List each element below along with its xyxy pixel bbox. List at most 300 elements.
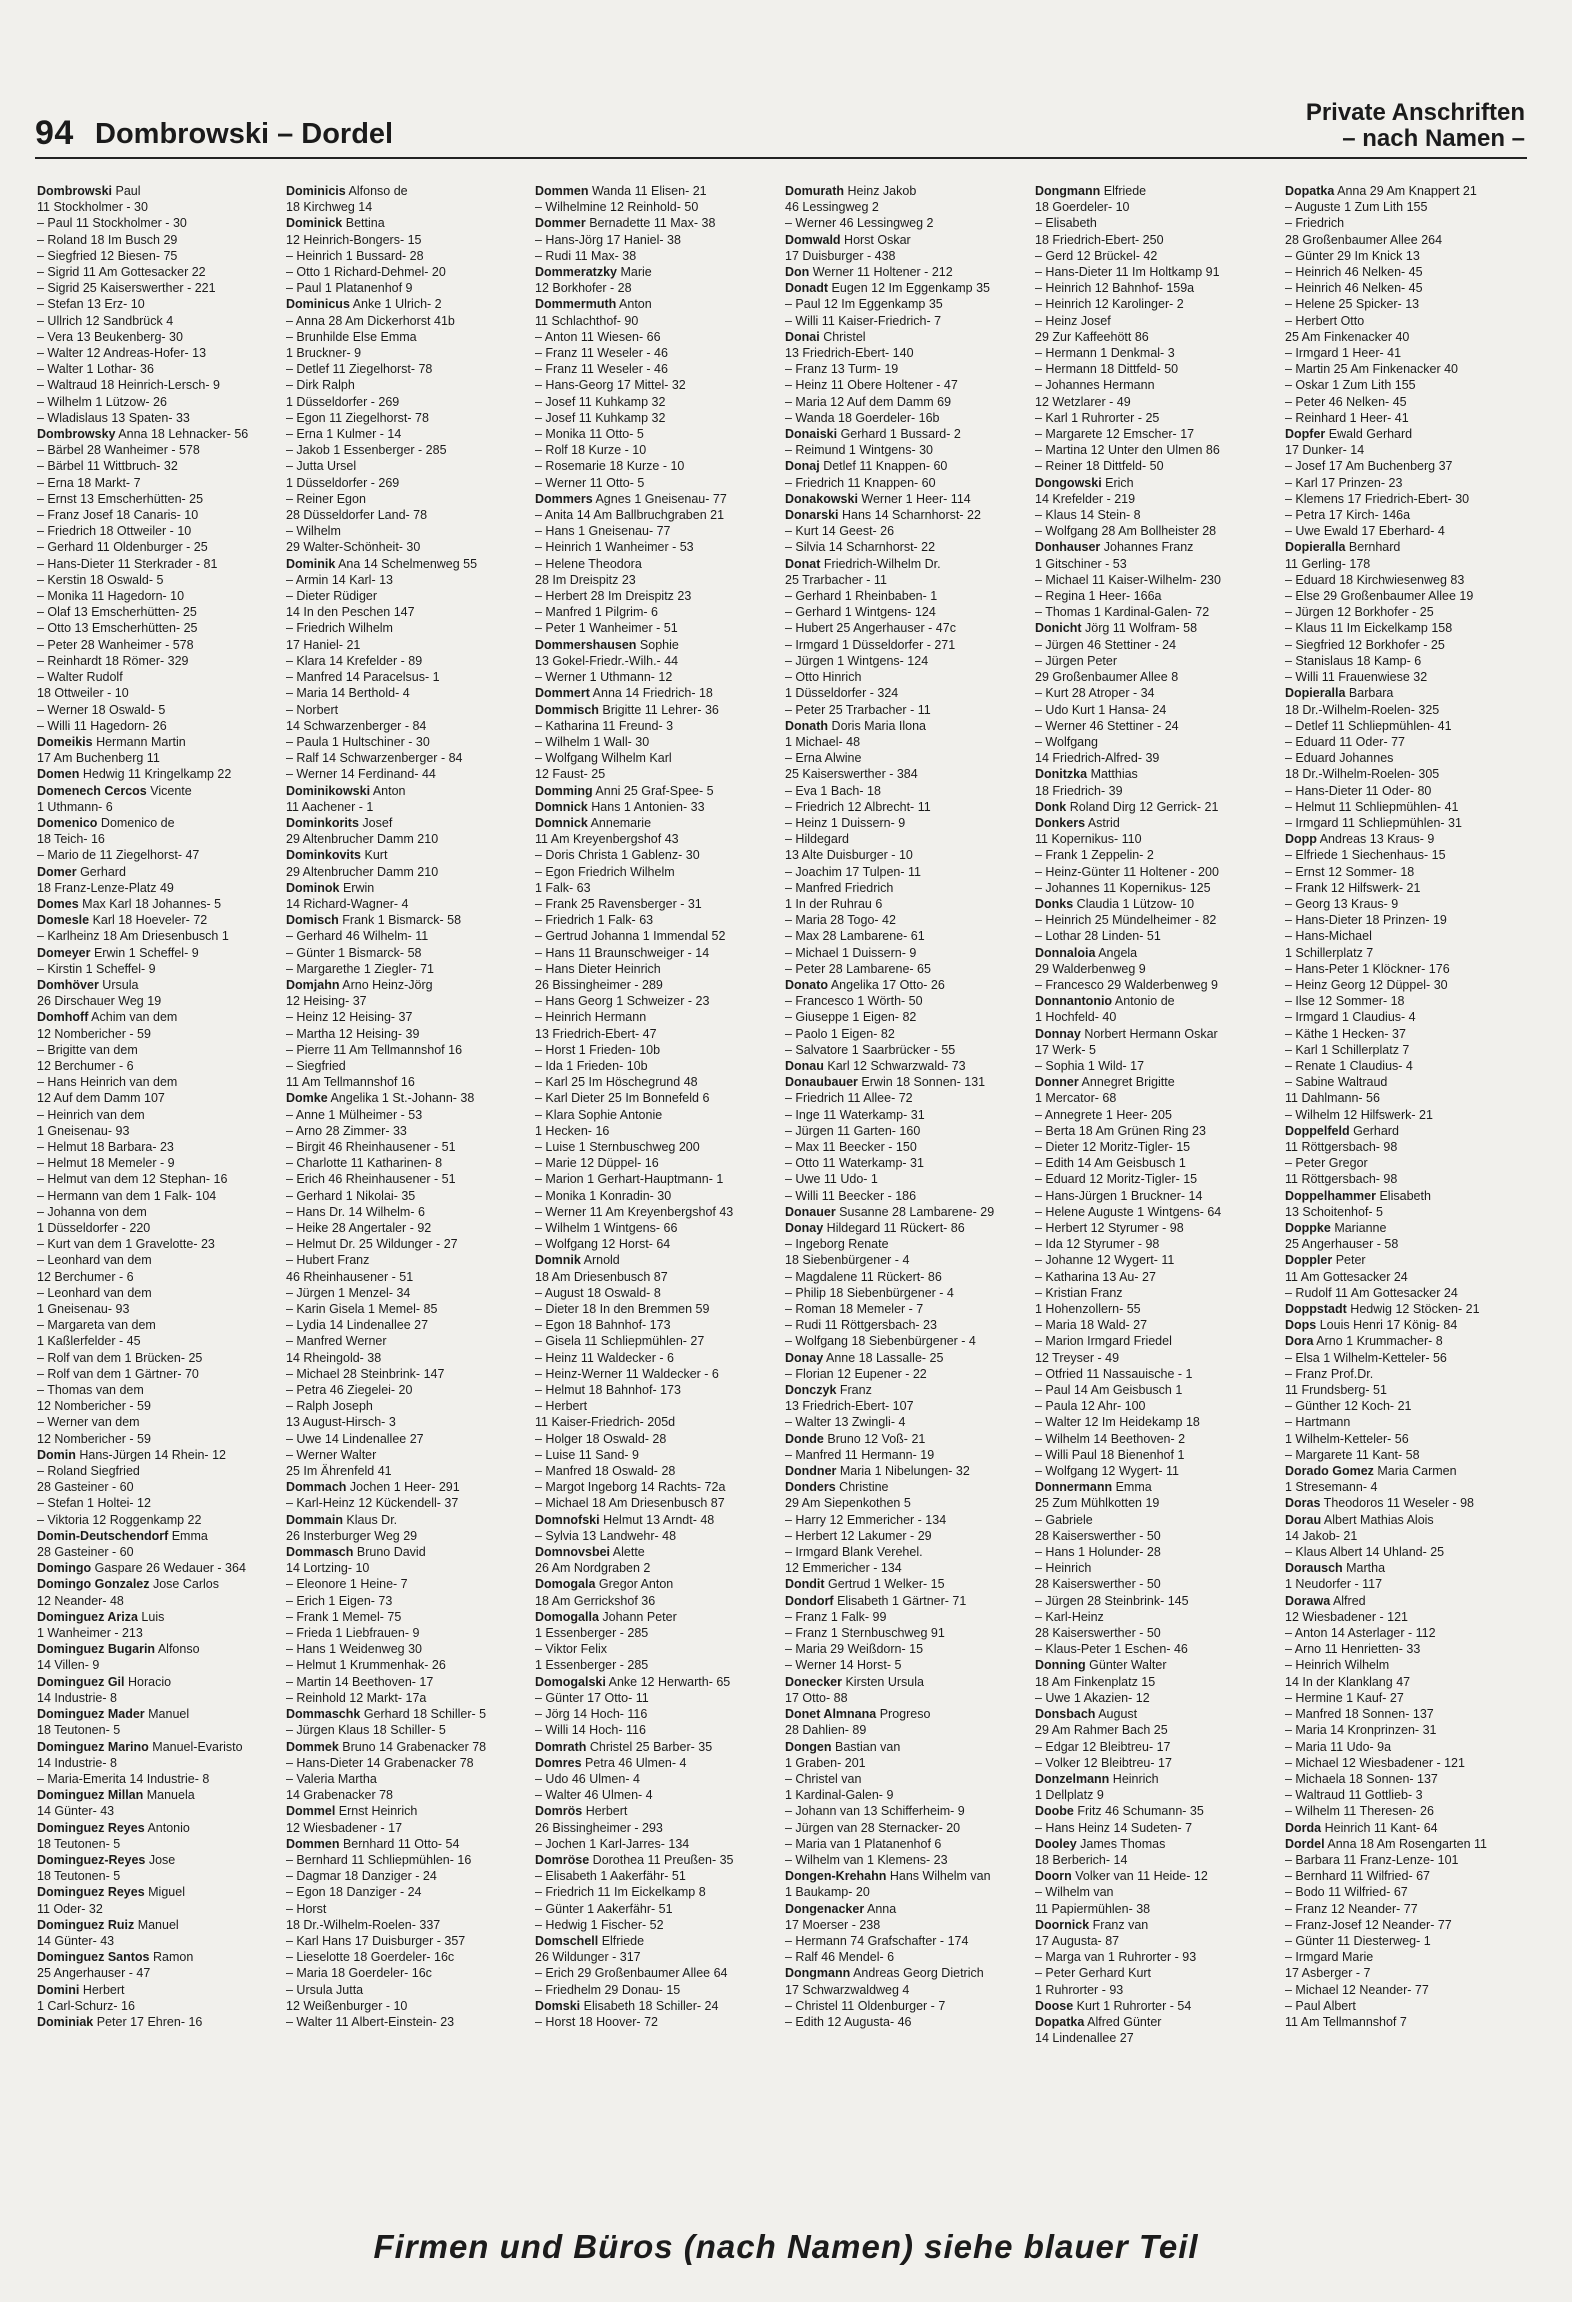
directory-entry [1285,199,1528,215]
directory-entry [37,1042,280,1058]
directory-entry [535,426,778,442]
directory-entry [535,1107,778,1123]
entry-details: – Ursula Jutta [286,1982,364,1997]
entry-details: Anna [864,1901,897,1916]
entry-details: – Wolfgang 12 Wygert- 11 [1035,1464,1179,1479]
directory-entry [286,1398,529,1414]
entry-details: Annemarie [587,815,652,830]
entry-surname: Dominikowski [286,783,371,798]
entry-details: – Egon Friedrich Wilhelm [535,864,675,879]
entry-details: – Francesco 29 Walderbenweg 9 [1035,977,1218,992]
directory-entry [535,1771,778,1787]
entry-surname: Doorn [1035,1869,1072,1884]
directory-entry [1285,458,1528,474]
directory-entry [785,993,1028,1009]
entry-surname: Dombrowsky [37,427,116,442]
entry-surname: Donnermann [1035,1480,1113,1495]
entry-details: 26 Bissingheimer - 293 [535,1820,663,1835]
directory-entry [286,1220,529,1236]
directory-entry [1035,1074,1278,1090]
entry-details: – Jürgen van 28 Sternacker- 20 [785,1820,961,1835]
entry-details: – Franz Prof.Dr. [1285,1366,1374,1381]
directory-entry [535,507,778,523]
entry-details: Anna 18 Lehnacker- 56 [115,427,249,442]
entry-details: 12 Nombericher - 59 [37,1431,151,1446]
directory-entry [37,329,280,345]
entry-surname: Doras [1285,1496,1321,1511]
entry-details: – Hans 1 Weidenweg 30 [286,1642,422,1657]
directory-entry [1285,1252,1528,1268]
entry-details: – Anna 28 Am Dickerhorst 41b [286,313,455,328]
entry-details: 25 Kaiserswerther - 384 [785,767,918,782]
directory-entry [1285,313,1528,329]
entry-details: – Willi 11 Beecker - 186 [785,1188,917,1203]
directory-entry [785,199,1028,215]
entry-details: 11 Dahlmann- 56 [1285,1091,1380,1106]
entry-details: – Peter Gregor [1285,1156,1368,1171]
entry-details: – Johannes 11 Kopernikus- 125 [1035,880,1211,895]
entry-details: – Gertrud Johanna 1 Immendal 52 [535,929,726,944]
entry-details: 1 Dellplatz 9 [1035,1788,1104,1803]
entry-details: Dorothea 11 Preußen- 35 [589,1852,734,1867]
directory-entry [1285,1220,1528,1236]
directory-entry [535,248,778,264]
entry-surname: Domnick [535,799,588,814]
directory-entry [785,1820,1028,1836]
directory-entry [535,588,778,604]
entry-surname: Donath [785,718,829,733]
entry-details: – Margarethe 1 Ziegler- 71 [286,961,434,976]
entry-details: – Elisabeth 1 Aakerfähr- 51 [535,1869,686,1884]
entry-details: – Maria-Emerita 14 Industrie- 8 [37,1771,210,1786]
directory-entry [1285,912,1528,928]
entry-details: – Jochen 1 Karl-Jarres- 134 [535,1836,690,1851]
directory-entry [785,248,1028,264]
entry-details: – Hans-Dieter 11 Sterkrader - 81 [37,556,218,571]
entry-surname: Domhöver [37,977,99,992]
entry-details: 18 Siebenbürgener - 4 [785,1253,910,1268]
entry-details: 29 Walderbenweg 9 [1035,961,1146,976]
directory-entry [1285,1755,1528,1771]
entry-details: 1 Essenberger - 285 [535,1626,649,1641]
directory-entry [286,702,529,718]
entry-details: – Sigrid 11 Am Gottesacker 22 [37,265,206,280]
directory-entry [1285,1479,1528,1495]
entry-details: – Udo 46 Ulmen- 4 [535,1771,640,1786]
entry-details: Friedrich-Wilhelm Dr. [820,556,941,571]
entry-details: – Karlheinz 18 Am Driesenbusch 1 [37,929,229,944]
entry-details: – Karin Gisela 1 Memel- 85 [286,1302,438,1317]
entry-surname: Donders [785,1480,836,1495]
directory-entry [535,815,778,831]
directory-entry [535,2014,778,2030]
entry-surname: Dommert [535,686,590,701]
entry-details: – Manfred 11 Hermann- 19 [785,1447,935,1462]
directory-entry [37,1285,280,1301]
directory-entry [535,945,778,961]
directory-entry [785,1350,1028,1366]
entry-details: – Jürgen 1 Menzel- 34 [286,1285,411,1300]
entry-surname: Dopfer [1285,427,1326,442]
entry-details: – Hans 1 Holunder- 28 [1035,1545,1161,1560]
entry-surname: Dominguez Millan [37,1788,144,1803]
directory-entry [1285,1593,1528,1609]
entry-details: – Detlef 11 Schliepmühlen- 41 [1285,718,1452,733]
entry-details: – Erich 1 Eigen- 73 [286,1593,393,1608]
entry-details: – Paul 12 Im Eggenkamp 35 [785,297,943,312]
directory-entry [535,1625,778,1641]
entry-details: – Jürgen Peter [1035,653,1117,668]
directory-entry [286,1820,529,1836]
entry-details: Susanne 28 Lambarene- 29 [835,1204,995,1219]
directory-entry [286,2014,529,2030]
directory-entry [286,199,529,215]
entry-details: – Ernst 13 Emscherhütten- 25 [37,491,204,506]
entry-details: – Michael 11 Kaiser-Wilhelm- 230 [1035,572,1221,587]
entry-details: Maria 1 Nibelungen- 32 [836,1464,970,1479]
entry-details: – Hartmann [1285,1415,1351,1430]
directory-entry [1285,1722,1528,1738]
entry-details: – Paula 12 Ahr- 100 [1035,1399,1146,1414]
entry-details: – Johann van 13 Schifferheim- 9 [785,1804,965,1819]
entry-details: – Wolfgang 12 Horst- 64 [535,1237,671,1252]
entry-details: – Günter 17 Otto- 11 [535,1690,649,1705]
directory-entry [1285,1901,1528,1917]
directory-entry [37,669,280,685]
directory-entry [286,1625,529,1641]
entry-surname: Dominguez Bugarin [37,1642,156,1657]
directory-entry [1035,1026,1278,1042]
entry-details: – Jürgen Klaus 18 Schiller- 5 [286,1723,446,1738]
entry-details: 26 Wildunger - 317 [535,1950,641,1965]
entry-surname: Donk [1035,799,1067,814]
entry-details: Norbert Hermann Oskar [1080,1026,1218,1041]
directory-entry [286,864,529,880]
entry-details: – Walter 12 Andreas-Hofer- 13 [37,346,207,361]
directory-entry [535,783,778,799]
entry-details: – Hans-Dieter 11 Oder- 80 [1285,783,1432,798]
directory-entry [1035,1009,1278,1025]
entry-details: – Wanda 18 Goerdeler- 16b [785,410,940,425]
entry-details: – Heinz-Werner 11 Waldecker - 6 [535,1366,719,1381]
directory-entry [535,1917,778,1933]
entry-surname: Dops [1285,1318,1317,1333]
directory-entry [1035,296,1278,312]
entry-details: 12 Berchumer - 6 [37,1058,134,1073]
directory-entry [286,1171,529,1187]
entry-details: – Dagmar 18 Danziger - 24 [286,1869,437,1884]
directory-entry [286,1009,529,1025]
directory-entry [785,1447,1028,1463]
directory-entry [1035,264,1278,280]
entry-details: – Helmut 11 Schliepmühlen- 41 [1285,799,1459,814]
entry-details: – Josef 11 Kuhkamp 32 [535,394,666,409]
directory-entry [37,1463,280,1479]
directory-entry [37,1949,280,1965]
directory-entry [1035,783,1278,799]
entry-details: – Eduard 18 Kirchwiesenweg 83 [1285,572,1465,587]
directory-entry [1035,669,1278,685]
entry-details: – Walter 13 Zwingli- 4 [785,1415,906,1430]
directory-entry [1285,1868,1528,1884]
entry-details: – Paolo 1 Eigen- 82 [785,1026,895,1041]
entry-surname: Dorawa [1285,1593,1331,1608]
entry-surname: Donicht [1035,621,1082,636]
entry-details: – Karl Dieter 25 Im Bonnefeld 6 [535,1091,710,1106]
entry-details: – Wladislaus 13 Spaten- 33 [37,410,190,425]
directory-entry [785,977,1028,993]
entry-surname: Donner [1035,1075,1079,1090]
directory-entry [37,1431,280,1447]
entry-details: 46 Rheinhausener - 51 [286,1269,414,1284]
directory-entry [1035,1479,1278,1495]
directory-entry [785,539,1028,555]
entry-details: – Paul 1 Platanenhof 9 [286,281,413,296]
directory-entry [535,1787,778,1803]
entry-details: – Monika 11 Hagedorn- 10 [37,589,185,604]
entry-details: – Gerd 12 Brückel- 42 [1035,248,1158,263]
entry-details: – Josef 11 Kuhkamp 32 [535,410,666,425]
entry-details: 11 Aachener - 1 [286,799,374,814]
entry-details: – Klara Sophie Antonie [535,1107,663,1122]
entry-surname: Dominkorits [286,815,359,830]
directory-entry [286,556,529,572]
entry-details: – Bodo 11 Wilfried- 67 [1285,1885,1408,1900]
directory-entry [37,1625,280,1641]
directory-entry [785,475,1028,491]
directory-entry [785,604,1028,620]
entry-details: Elisabeth [1376,1188,1431,1203]
entry-details: – Stanislaus 18 Kamp- 6 [1285,653,1422,668]
entry-details: – Anton 11 Wiesen- 66 [535,329,661,344]
directory-entry [535,637,778,653]
directory-entry [286,1593,529,1609]
directory-entry [1285,1204,1528,1220]
entry-details: 46 Lessingweg 2 [785,200,879,215]
entry-details: 1 In der Ruhrau 6 [785,896,883,911]
entry-details: – Lieselotte 18 Goerdeler- 16c [286,1950,455,1965]
entry-details: 25 Im Ährenfeld 41 [286,1464,392,1479]
entry-details: – Helene Auguste 1 Wintgens- 64 [1035,1204,1222,1219]
directory-entry [286,831,529,847]
directory-entry [785,1836,1028,1852]
entry-details: – Maria 12 Auf dem Damm 69 [785,394,952,409]
entry-details: – Kurt 28 Atroper - 34 [1035,686,1155,701]
entry-details: – Heinz 1 Duissern- 9 [785,815,906,830]
entry-details: – Heinrich 12 Karolinger- 2 [1035,297,1184,312]
entry-details: – Dieter 12 Moritz-Tigler- 15 [1035,1139,1191,1154]
directory-entry [37,1901,280,1917]
directory-entry [535,475,778,491]
entry-details: Manuel-Evaristo [148,1739,243,1754]
directory-entry [535,1301,778,1317]
directory-entry [37,750,280,766]
directory-entry [37,556,280,572]
directory-entry [37,1690,280,1706]
entry-details: – Egon 18 Danziger - 24 [286,1885,422,1900]
directory-entry [785,1901,1028,1917]
entry-details: – Wilhelm van 1 Klemens- 23 [785,1852,948,1867]
directory-entry [785,1220,1028,1236]
directory-entry [37,1739,280,1755]
section-title-line-1: Private Anschriften [1305,99,1525,126]
section-title [1306,100,1525,152]
directory-entry [1285,232,1528,248]
entry-surname: Dorado Gomez [1285,1464,1374,1479]
entry-details: – Martina 12 Unter den Ulmen 86 [1035,443,1220,458]
directory-entry [286,734,529,750]
directory-entry [535,572,778,588]
entry-details: – Hans-Michael [1285,929,1372,944]
directory-entry [535,1544,778,1560]
entry-details: Domenico de [97,815,175,830]
directory-entry [1035,864,1278,880]
entry-details: – Armin 14 Karl- 13 [286,572,393,587]
entry-details: 1 Düsseldorfer - 220 [37,1221,151,1235]
entry-details: 11 Stockholmer - 30 [37,200,148,215]
entry-details: 1 Stresemann- 4 [1285,1480,1378,1495]
entry-details: – Bärbel 11 Wittbruch- 32 [37,459,178,474]
directory-entry [1035,637,1278,653]
directory-entry [37,1220,280,1236]
entry-details: – Kurt van dem 1 Gravelotte- 23 [37,1237,215,1252]
directory-entry [37,248,280,264]
entry-details: – Katharina 11 Freund- 3 [535,718,674,733]
directory-entry [1285,442,1528,458]
entry-details: Franz [836,1383,872,1398]
directory-entry [1285,377,1528,393]
entry-details: – Gerhard 46 Wilhelm- 11 [286,929,429,944]
entry-details: Alfred Günter [1084,2014,1162,2029]
entry-details: – Heinrich 25 Mündelheimer - 82 [1035,913,1217,928]
directory-entry [37,766,280,782]
entry-details: 12 Treyser - 49 [1035,1350,1120,1365]
entry-details: – Martha 12 Heising- 39 [286,1026,420,1041]
entry-details: 28 Im Dreispitz 23 [535,572,636,587]
entry-details: Antonio [144,1820,190,1835]
directory-entry [286,232,529,248]
entry-details: Elfriede [1100,184,1147,198]
entry-details: 1 Düsseldorfer - 269 [286,394,400,409]
entry-details: Jose Carlos [149,1577,219,1592]
directory-entry [535,410,778,426]
directory-entry [535,1690,778,1706]
entry-details: Antonio de [1112,994,1175,1009]
directory-entry [1285,1641,1528,1657]
entry-details: – Hans Georg 1 Schweizer - 23 [535,994,710,1009]
directory-entry [535,912,778,928]
entry-details: 12 Emmericher - 134 [785,1561,902,1576]
directory-entry [286,1803,529,1819]
entry-details: – Jürgen 12 Borkhofer - 25 [1285,605,1434,620]
entry-details: Agnes 1 Gneisenau- 77 [592,491,727,506]
entry-details: – Wilhelm 14 Beethoven- 2 [1035,1431,1186,1446]
directory-entry [535,864,778,880]
entry-details: Kurt [361,848,388,863]
entry-details: – Detlef 11 Ziegelhorst- 78 [286,362,433,377]
entry-details: – Helene Theodora [535,556,642,571]
entry-details: Bernhard 11 Otto- 54 [339,1836,460,1851]
entry-details: – Salvatore 1 Saarbrücker - 55 [785,1042,956,1057]
directory-entry [286,264,529,280]
entry-details: – Uwe Ewald 17 Eberhard- 4 [1285,524,1445,539]
entry-details: – Heinrich 46 Nelken- 45 [1285,281,1423,296]
directory-column-4 [785,183,1028,2198]
entry-details: – Reinhard 1 Heer- 41 [1285,410,1409,425]
directory-entry [1035,912,1278,928]
entry-details: – Viktor Felix [535,1642,608,1657]
directory-entry [785,1674,1028,1690]
entry-surname: Donnay [1035,1026,1081,1041]
directory-entry [1285,766,1528,782]
entry-details: Marie [616,265,652,280]
entry-details: – Erna 18 Markt- 7 [37,475,141,490]
directory-entry [785,1123,1028,1139]
directory-entry [785,1722,1028,1738]
entry-details: – Werner 18 Oswald- 5 [37,702,166,717]
directory-entry [785,1317,1028,1333]
directory-entry [286,1512,529,1528]
entry-details: – Heinz Georg 12 Düppel- 30 [1285,977,1448,992]
directory-entry [1035,1317,1278,1333]
directory-entry [1285,1739,1528,1755]
entry-details: – Paul Albert [1285,1998,1356,2013]
entry-details: Paul [112,184,141,198]
entry-details: – Jutta Ursel [286,459,357,474]
entry-details: Progreso [876,1707,931,1722]
entry-details: – Manfred Werner [286,1334,387,1349]
entry-details: – Harry 12 Emmericher - 134 [785,1512,947,1527]
entry-surname: Domin [37,1447,76,1462]
entry-details: 13 Gokel-Friedr.-Wilh.- 44 [535,653,679,668]
directory-entry [1035,394,1278,410]
entry-details: Anton [370,783,406,798]
entry-details: – Klaus 11 Im Eickelkamp 158 [1285,621,1453,636]
entry-details: – Siegfried 12 Borkhofer - 25 [1285,637,1445,652]
entry-surname: Dondner [785,1464,837,1479]
entry-surname: Dongowski [1035,475,1102,490]
directory-entry [37,1528,280,1544]
entry-details: Werner 11 Holtener - 212 [809,265,953,280]
directory-entry [37,1641,280,1657]
entry-details: 1 Wanheimer - 213 [37,1626,143,1641]
directory-entry [785,1739,1028,1755]
directory-entry [785,1787,1028,1803]
directory-entry [535,329,778,345]
entry-surname: Dommek [286,1739,339,1754]
directory-entry [37,1058,280,1074]
entry-details: – Hermann van dem 1 Falk- 104 [37,1188,217,1203]
entry-details: Anna 14 Friedrich- 18 [589,686,713,701]
directory-entry [286,1933,529,1949]
entry-details: – Uwe 14 Lindenallee 27 [286,1431,424,1446]
entry-details: Angelika 17 Otto- 26 [828,977,945,992]
directory-entry [286,458,529,474]
directory-entry [37,637,280,653]
entry-details: – Josef 17 Am Buchenberg 37 [1285,459,1453,474]
directory-entry [286,1139,529,1155]
entry-details: 25 Zum Mühlkotten 19 [1035,1496,1160,1511]
directory-entry [1035,1933,1278,1949]
directory-entry [286,1982,529,1998]
directory-entry [1035,2030,1278,2046]
entry-details: 1 Düsseldorfer - 269 [286,475,400,490]
entry-details: – Herbert [535,1399,588,1414]
entry-details: – Franz 12 Neander- 77 [1285,1901,1418,1916]
entry-details: Emma [1112,1480,1152,1495]
entry-surname: Dopatka [1285,184,1335,198]
entry-details: – Eva 1 Bach- 18 [785,783,881,798]
